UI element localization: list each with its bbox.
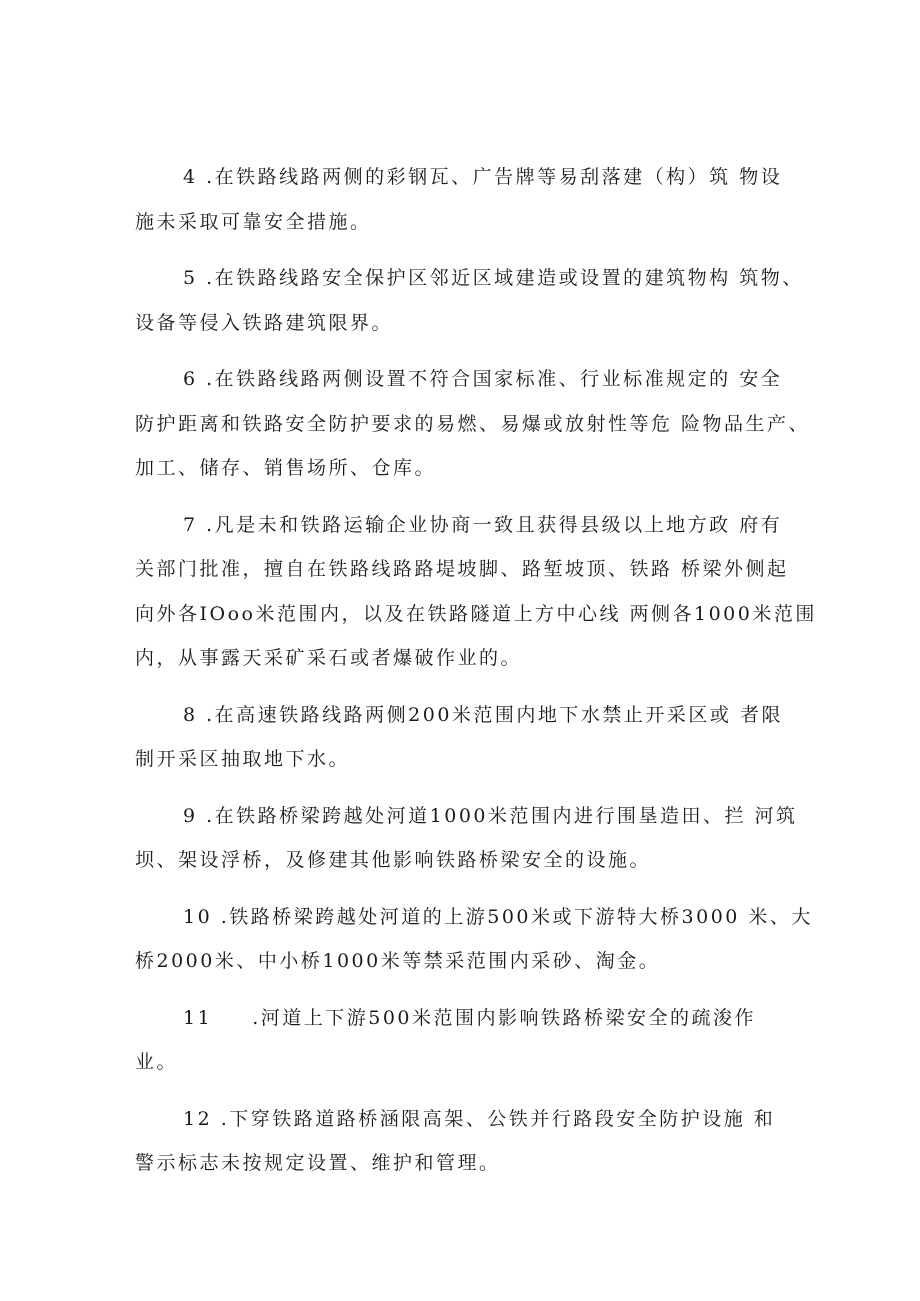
list-item-7 (135, 503, 817, 681)
text-line: 坝、架设浮桥，及修建其他影响铁路桥梁安全的设施。 (135, 849, 652, 871)
text-line: 7 .凡是未和铁路运输企业协商一致且获得县级以上地方政 府有 (183, 513, 783, 536)
text-line: 设备等侵入铁路建筑限界。 (135, 311, 394, 334)
list-item-6 (135, 357, 811, 491)
text-line: 桥2000米、中小桥1000米等禁采范围内采砂、淘金。 (135, 950, 661, 972)
text-line: 内，从事露天采矿采石或者爆破作业的。 (135, 647, 523, 669)
document-body (135, 155, 817, 1198)
text-line: 8 .在高速铁路线路两侧200米范围内地下水禁止开采区或 者限 (183, 703, 783, 726)
text-line: 4 .在铁路线路两侧的彩钢瓦、广告牌等易刮落建（构）筑 物设 (183, 166, 783, 188)
text-line: 向外各IOoo米范围内，以及在铁路隧道上方中心线 两侧各1000米范围 (135, 602, 817, 625)
text-line: 10 .铁路桥梁跨越处河道的上游500米或下游特大桥3000 米、大 (183, 905, 813, 928)
list-item-9 (135, 794, 798, 883)
text-line: 施未采取可靠安全措施。 (135, 210, 372, 233)
text-line: 业。 (135, 1051, 179, 1073)
text-line: 关部门批准，擅自在铁路线路路堤坡脚、路堑坡顶、铁路 桥梁外侧起 (135, 558, 789, 580)
text-line: 防护距离和铁路安全防护要求的易燃、易爆或放射性等危 险物品生产、 (135, 412, 811, 435)
item-number: 11 (183, 1006, 213, 1029)
list-item-4 (135, 155, 795, 244)
list-item-12 (135, 1097, 795, 1186)
text-line: 9 .在铁路桥梁跨越处河道1000米范围内进行围垦造田、拦 河筑 (183, 804, 798, 827)
item-text: .河道上下游500米范围内影响铁路桥梁安全的疏浚作 (252, 1006, 756, 1029)
text-line: 警示标志未按规定设置、维护和管理。 (135, 1152, 501, 1174)
text-line: 加工、储存、销售场所、仓库。 (135, 457, 437, 479)
text-line: 制开采区抽取地下水。 (135, 748, 351, 770)
text-line: 6 .在铁路线路两侧设置不符合国家标准、行业标准规定的 安全 (183, 368, 783, 390)
text-line: 12 .下穿铁路道路桥涵限高架、公铁并行路段安全防护设施 和 (183, 1107, 776, 1130)
text-line: 5 .在铁路线路安全保护区邻近区域建造或设置的建筑物构 筑物、 (183, 267, 804, 289)
list-item-8 (135, 693, 795, 782)
list-item-11 (135, 996, 795, 1085)
text-line (135, 996, 795, 1041)
list-item-5 (135, 256, 804, 345)
list-item-10 (135, 895, 813, 984)
